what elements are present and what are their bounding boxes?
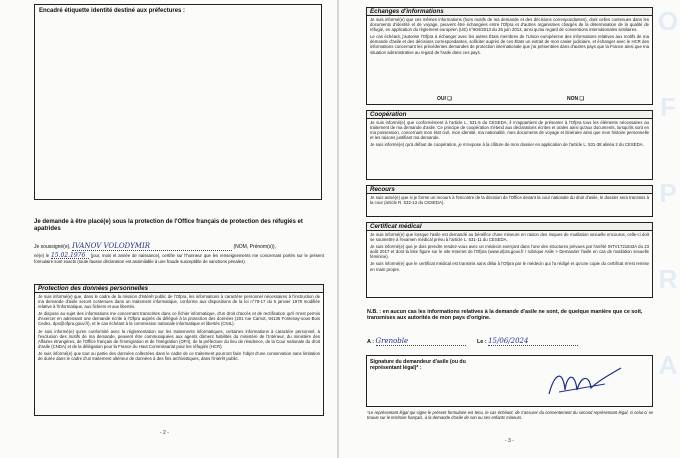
- prefecture-identity-box: [34, 4, 322, 200]
- watermark-letter: O: [657, 6, 679, 36]
- birth-date-field[interactable]: 15.02.1976: [51, 253, 89, 259]
- place-label: A :: [367, 339, 374, 345]
- exchange-box: [366, 7, 653, 105]
- watermark-letter: P: [659, 178, 677, 208]
- nb-notice: N.B. : en aucun cas les informations relatives à la demande d'asile ne sont, de quelque manière que ce soit, transmises aux autorités de mon pays d'origine.: [367, 309, 643, 322]
- appeal-box: [366, 185, 653, 217]
- medical-paragraph: Je suis informé(e) que je dois prendre rendez-vous avec un médecin exerçant dans l'une des structures prévues par l'arrêté INTV1721843A du 23 août 2017 et dont la liste figure sur le site Internet de l'Ofpra (www.ofpra.gouv.fr / rubrique Asile > Demander l'asile en cas de mutilation sexuelle féminine).: [370, 244, 649, 260]
- date-label: Le :: [477, 339, 487, 345]
- medical-paragraph: Je suis informé(e) que lorsque l'asile est demandé au bénéfice d'une mineure en raison des risques de mutilation sexuelle encourus, celle-ci doit se soumettre à l'examen médical prévu à l'article L. 531-11 du CESEDA.: [370, 232, 649, 243]
- cooperation-paragraph: Je suis informé(e) qu'à défaut de coopération, je m'expose à la clôture de mon dossier en application de l'article L. 531-38 alinéa 2 du CESEDA.: [370, 142, 644, 148]
- watermark-letter: R: [658, 264, 678, 294]
- appeal-paragraph: Je suis avisé(e) que si je forme un recours à l'encontre de la décision de l'Office devant la cour nationale du droit d'asile, le dossier sera transmis à la cour (article R. 532-13 du CESEDA).: [370, 195, 649, 206]
- yes-checkbox[interactable]: OUI ❑: [437, 96, 452, 102]
- ofpra-watermark: [657, 0, 679, 458]
- data-protection-box: [34, 284, 324, 416]
- page-number: - 2 -: [160, 430, 169, 436]
- data-paragraph: Je suis informé(e) que tout ou partie des données collectées dans le cadre de ce traitement pourront faire l'objet d'une conservation sans limitation de durée dans le cadre d'un traitement ultérieur de données à des fins archivistiques, dans l'intérêt public.: [38, 350, 320, 362]
- born-text: (jour, mois et année de naissance), certifie sur l'honneur que les renseignements me concernant portés sur le présent formulaire sont exacts (toute fausse déclaration est assimilable à une fraude susceptible de sanctions pénales).: [34, 253, 324, 265]
- date-field[interactable]: 15/06/2024: [488, 337, 578, 346]
- data-protection-title: Protection des données personnelles: [35, 285, 323, 293]
- undersigned-block: [34, 243, 324, 251]
- data-paragraph: Je dispose au sujet des informations me concernant transcrites dans ce fichier informatique, d'un droit d'accès et de rectification qu'il m'est permis d'exercer en adressant une demande écrite à l'Ofpra auprès du délégué à la protection des données (201 rue Carnot, 94136 Fontenay-sous-Bois Cedex, dpo@ofpra.gouv.fr), et le cas échéant à la commission nationale informatique et libertés (CNIL).: [38, 311, 320, 327]
- watermark-letter: F: [660, 92, 676, 122]
- medical-title: Certificat médical: [367, 223, 652, 231]
- signature-label: Signature du demandeur d'asile (ou du représentant légal)* :: [370, 359, 466, 372]
- appeal-title: Recours: [367, 186, 652, 194]
- medical-paragraph: Je suis informé(e) que le certificat médical est transmis sans délai à l'Ofpra par le médecin qui l'a rédigé et qu'une copie du certificat m'est remise en main propre.: [370, 261, 649, 272]
- name-hint: (NOM, Prénom(s)),: [233, 244, 276, 250]
- no-checkbox[interactable]: NON ❑: [567, 96, 584, 102]
- signature-box[interactable]: [366, 355, 653, 407]
- data-paragraph: Je suis informé(e) que, dans le cadre de la mission d'intérêt public de l'Ofpra, les informations à caractère personnel nécessaires à l'instruction de ma demande d'asile seront contenues dans un traitement informatique, conforme aux dispositions de la loi n°78-17 du 6 janvier 1978 modifiée relative à l'informatique, aux fichiers et aux libertés.: [38, 294, 320, 310]
- prefecture-box-label: Encadré étiquette identité destiné aux préfectures :: [39, 8, 186, 14]
- protection-request-title: Je demande à être placé(e) sous la protection de l'Office français de protection des réfugiés et apatrides: [34, 219, 303, 232]
- exchange-title: Échanges d'informations: [367, 8, 652, 16]
- form-page-3: [339, 0, 680, 458]
- handwritten-signature: [545, 362, 625, 402]
- cooperation-title: Coopération: [367, 111, 652, 119]
- page-number: - 3 -: [505, 438, 514, 444]
- watermark-letter: A: [658, 350, 678, 380]
- place-date-line: [367, 337, 653, 346]
- undersigned-label: Je soussigné(e),: [34, 244, 71, 250]
- data-paragraph: Je suis informé(e) qu'en conformité avec la réglementation sur les traitements informatiques, certaines informations à caractère personnel, à l'exclusion des motifs de ma demande, peuvent être communiquées aux agents dûment habilités du ministère de l'Intérieur, du ministère des Affaires étrangères, de l'Office français de l'immigration et de l'intégration (OFII), de la préfecture du lieu de résidence, de la Cour nationale du droit d'asile (CNDA) et de la délégation pour la France du Haut Commissariat pour les réfugiés (HCR).: [38, 328, 320, 349]
- born-label: né(e) le: [34, 253, 50, 258]
- medical-certificate-box: [366, 222, 653, 298]
- exchange-paragraph: Le cas échéant, j'autorise l'Ofpra à échanger avec les autres États membres de l'Union européenne des informations relatives aux motifs de ma demande d'asile et des décisions correspondantes, solliciter auprès de ces États un extrait de mon casier judiciaire, et échanger avec le HCR des informations concernant les précédentes demandes de protection internationale que j'ai présentées dans d'autres pays que la France ainsi que ma situation administrative au regard de l'asile dans ces pays.: [370, 34, 649, 55]
- birth-block: [34, 253, 324, 264]
- cooperation-box: [366, 110, 653, 180]
- legal-representative-footnote: *Le représentant légal qui signe le présent formulaire est tenu, le cas échéant, de s'assurer du consentement du second représentant légal, si celui-ci se trouve sur le territoire français, à la demande d'asile de son ou ses enfants mineurs.: [367, 410, 653, 420]
- exchange-paragraph: Je suis informé(e) que ces mêmes informations (hors motifs de ma demande et des décisions correspondantes), dont celles contenues dans les documents d'identité et de voyage, peuvent être échangées entre l'Ofpra et d'autres organismes chargés de la détermination de la qualité de réfugié, en application du règlement européen (UE) n°604/2013 du 26 juin 2013, ainsi qu'au regard de conventions internationales similaires.: [370, 17, 649, 33]
- form-page-2: [0, 0, 337, 458]
- place-field[interactable]: Grenoble: [376, 337, 466, 346]
- cooperation-paragraph: Je suis informé(e) que conformément à l'article L. 531-5 du CESEDA, il m'appartient de présenter à l'Ofpra tous les éléments nécessaires au traitement de ma demande d'asile. Ce principe de coopération s'étend aux déclarations écrites et orales ainsi qu'aux documents, lorsqu'ils sont en ma possession, concernant mon état civil, mon identité, ma nationalité, mes documents de voyage et itinéraire ainsi que mon histoire personnelle et les raisons justifiant ma demande.: [370, 120, 649, 141]
- undersigned-name-field[interactable]: IVANOV VOLODYMIR: [72, 243, 232, 251]
